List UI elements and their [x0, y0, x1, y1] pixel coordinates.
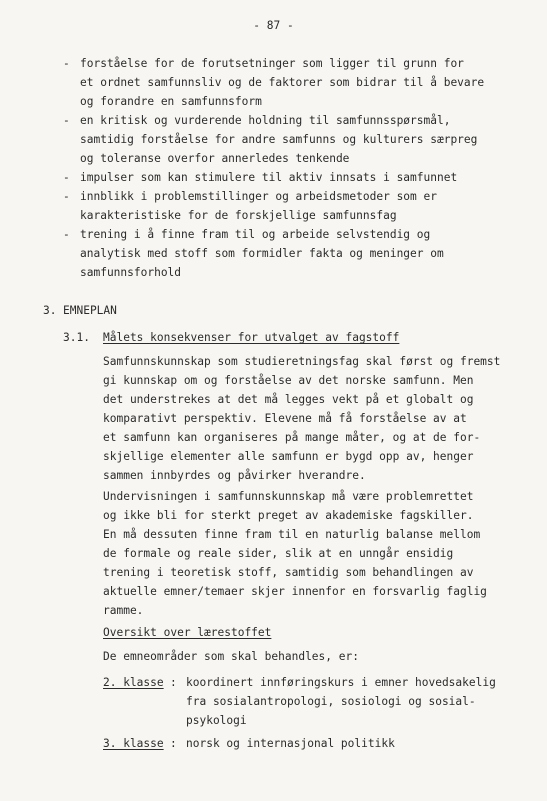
paragraph-line: gi kunnskap om og forståelse av det norske samfunn. Men	[103, 374, 474, 387]
section-number: 3.	[43, 304, 57, 317]
class-content-line: norsk og internasjonal politikk	[186, 737, 395, 750]
paragraph-line: skjellige elementer alle samfunn er bygd opp av, henger	[103, 450, 474, 463]
bullet-dash: -	[63, 228, 70, 241]
class-label: 3. klasse	[103, 737, 164, 750]
list-item-line: et ordnet samfunnsliv og de faktorer som bidrar til å bevare	[80, 76, 485, 89]
subsection-title: Målets konsekvenser for utvalget av fagstoff	[103, 331, 400, 344]
list-item-line: karakteristiske for de forskjellige samfunnsfag	[80, 209, 397, 222]
list-item-line: innblikk i problemstillinger og arbeidsmetoder som er	[80, 190, 437, 203]
paragraph-line: sammen innbyrdes og påvirker hverandre.	[103, 469, 366, 482]
class-content-line: fra sosialantropologi, sosiologi og sosial-	[186, 695, 476, 708]
list-item-line: og toleranse overfor annerledes tenkende	[80, 152, 350, 165]
paragraph-line: Undervisningen i samfunnskunnskap må være problemrettet	[103, 490, 474, 503]
paragraph-line: et samfunn kan organiseres på mange måter, og at de for-	[103, 431, 481, 444]
overview-heading: Oversikt over lærestoffet	[103, 626, 272, 639]
paragraph-line: Samfunnskunnskap som studieretningsfag skal først og fremst	[103, 355, 501, 368]
list-item-line: impulser som kan stimulere til aktiv innsats i samfunnet	[80, 171, 458, 184]
paragraph-line: En må dessuten finne fram til en naturlig balanse mellom	[103, 528, 481, 541]
class-label-colon: :	[170, 737, 177, 750]
bullet-dash: -	[63, 171, 70, 184]
list-item-line: og forandre en samfunnsform	[80, 95, 262, 108]
class-label: 2. klasse	[103, 676, 164, 689]
class-content-line: koordinert innføringskurs i emner hovedsakelig	[186, 676, 496, 689]
subsection-number: 3.1.	[63, 331, 90, 344]
list-item-line: samtidig forståelse for andre samfunns og kulturers særpreg	[80, 133, 478, 146]
paragraph-line: og ikke bli for sterkt preget av akademiske fagskiller.	[103, 509, 474, 522]
bullet-dash: -	[63, 114, 70, 127]
page-number: - 87 -	[253, 19, 294, 32]
list-item-line: forståelse for de forutsetninger som ligger til grunn for	[80, 57, 464, 70]
list-item-line: analytisk med stoff som formidler fakta og meninger om	[80, 247, 444, 260]
paragraph-line: trening i teoretisk stoff, samtidig som behandlingen av	[103, 566, 474, 579]
list-item-line: trening i å finne fram til og arbeide selvstendig og	[80, 228, 431, 241]
list-item-line: en kritisk og vurderende holdning til samfunnsspørsmål,	[80, 114, 451, 127]
class-content-line: psykologi	[186, 714, 247, 727]
class-label-colon: :	[170, 676, 177, 689]
list-item-line: samfunnsforhold	[80, 266, 182, 279]
paragraph-line: komparativt perspektiv. Elevene må få forståelse av at	[103, 412, 467, 425]
section-title: EMNEPLAN	[63, 304, 117, 317]
overview-intro: De emneområder som skal behandles, er:	[103, 650, 359, 663]
bullet-dash: -	[63, 190, 70, 203]
paragraph-line: aktuelle emner/temaer skjer innenfor en forsvarlig faglig	[103, 585, 487, 598]
paragraph-line: de formale og reale sider, slik at en unngår ensidig	[103, 547, 454, 560]
paragraph-line: ramme.	[103, 604, 144, 617]
bullet-dash: -	[63, 57, 70, 70]
paragraph-line: det understrekes at det må legges vekt på et globalt og	[103, 393, 474, 406]
